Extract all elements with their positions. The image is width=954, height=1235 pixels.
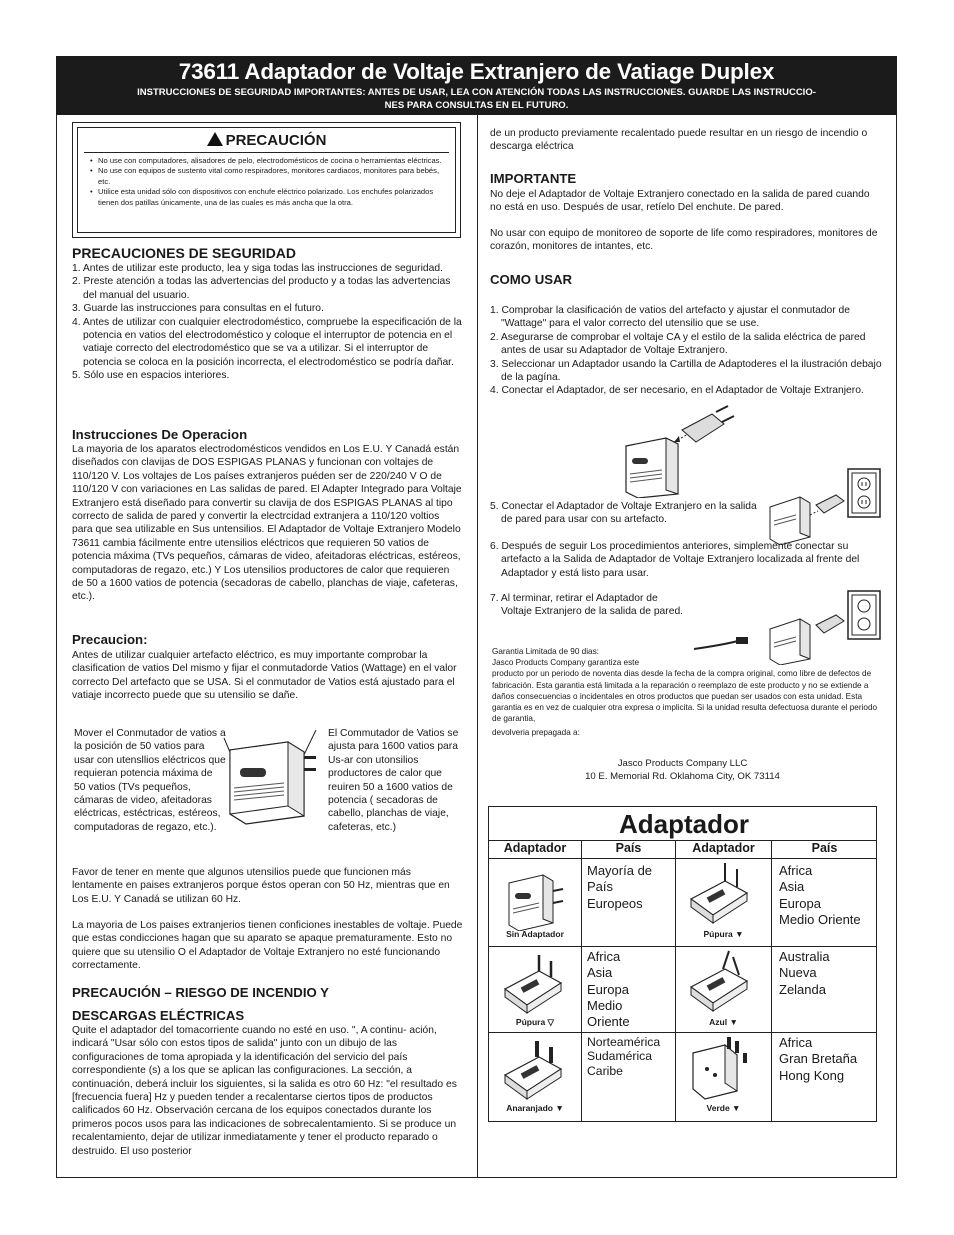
operacion-heading: Instrucciones De Operacion — [72, 427, 248, 442]
country: Europa — [587, 981, 629, 997]
importante-p2: No usar con equipo de monitoreo de soporte de life como respiradores, monitores de corazón, monitores de intantes, etc. — [490, 228, 878, 253]
country: País — [587, 879, 614, 895]
step-7 — [490, 592, 690, 619]
page-title: 73611 Adaptador de Voltaje Extranjero de Vatiage Duplex — [178, 59, 775, 84]
country: Hong Kong — [779, 1067, 845, 1083]
garantia-line1: Garantia Limitada de 90 dias: — [492, 647, 599, 656]
country: Nueva — [779, 965, 817, 981]
incendio-continued: de un producto previamente recalentado puede resultar en un riesgo de incendio o descarga eléctrica — [490, 128, 868, 153]
header-banner — [56, 56, 897, 115]
purple-outline-adapter-icon — [495, 949, 575, 1017]
no-adapter-icon — [503, 861, 569, 931]
country: Medio — [587, 997, 623, 1013]
country: Europeos — [587, 895, 643, 911]
country: Sudamérica — [587, 1049, 653, 1064]
caution-item: • No use con equipos de sustento vital como respiradores, monitores cardiacos, monitores para bebés, etc. — [90, 166, 443, 187]
caution-item: • Utilice esta unidad sólo con dispositivos con enchufe eléctrico polarizado. Los enchufes polarizados tienen dos patillas únicamente, una de las cuales es más ancha que la otra. — [90, 187, 443, 208]
country: Africa — [779, 863, 813, 878]
switch-note-left: Mover el Conmutador de vatios a la posición de 50 vatios para usar con utensllios eléctricos que requieran potencia máxima de 50 vatios (TVs pequeños, cámaras de video, afeitadoras eléctricas, estéctricas, estéreos, computadoras de regazo, etc.). — [74, 728, 226, 833]
caution-box — [72, 122, 461, 238]
purple-adapter-icon — [681, 859, 761, 931]
adapter-label: Verde ▼ — [706, 1103, 741, 1113]
list-item: 7. Al terminar, retirar el Adaptador de Voltaje Extranjero de la salida de pared. — [490, 593, 684, 618]
col-header-adaptador: Adaptador — [503, 841, 567, 855]
company-address: 10 E. Memorial Rd. Oklahoma City, OK 73114 — [585, 771, 780, 782]
list-item: 6. Después de seguir Los procedimientos anteriores, simplemente conectar su artefacto a la Salida de Adaptador de Voltaje Extranjero localizada al frente del Adaptador y está listo para usar. — [490, 541, 860, 579]
country-list — [779, 863, 861, 928]
blue-adapter-icon — [681, 947, 761, 1017]
wall-outlet-illustration — [766, 467, 884, 545]
step-5 — [490, 500, 762, 527]
caution-rule — [84, 152, 449, 153]
table-col-rule — [675, 840, 676, 1122]
country: Asia — [779, 879, 805, 895]
col-header-pais: País — [615, 841, 642, 855]
list-item: 4. Antes de utilizar con cualquier electrodoméstico, compruebe la especificación de la potencia en vatios del electrodoméstico y coloque el interruptor de potencia en el vatiaje correcto del electrodoméstico que se va a utilizar. Si el interruptor de potencia se coloca en la posición incorrecta, el electrodoméstico se podría dañar. — [72, 316, 462, 368]
adapter-label: Púpura ▽ — [515, 1017, 555, 1027]
importante-heading: IMPORTANTE — [490, 171, 577, 186]
country: Europa — [779, 895, 821, 911]
country: Gran Bretaña — [779, 1051, 858, 1067]
country: Caribe — [587, 1063, 623, 1078]
adapter-label: Anaranjado ▼ — [506, 1103, 564, 1113]
list-item: 5. Sólo use en espacios interiores. — [72, 370, 230, 382]
precaucion-heading: Precaucion: — [72, 632, 148, 647]
inestables-text: La mayoria de Los paises extranjerios tienen conficiones inestables de voltaje. Puede que estas condicciones hagan que su aparato se apaque prematuramente. Esto no quiere que su utensilio O el Adaptador de Voltaje Extranjero no esté funcionando correctamente. — [72, 920, 463, 972]
list-item: 1. Comprobar la clasificación de vatios del artefacto y ajustar el conmutador de "Wattage" para el valor correcto del utensilio que se use. — [490, 305, 851, 330]
voltage-adapter-illustration — [218, 728, 330, 828]
table-col-rule — [771, 840, 772, 1122]
adapter-label: Sin Adaptador — [506, 929, 564, 939]
switch-note-right: El Commutador de Vatios se ajusta para 1600 vatios para Us-ar con utonsilios productores de calor que reuiren 50 a 1600 vatios de potencia ( secadoras de cabello, planchas de viaje, cafeteras, etc.) — [328, 728, 459, 833]
hz-text: Favor de tener en mente que algunos utensilios puede que funcionen más lentamente en paises extranjeros porque éstos operan con 50 Hz, mientras que en Los E.U. Y Canadá se utilizan 60 Hz. — [72, 867, 450, 905]
list-item: 1. Antes de utilizar este producto, lea y siga todas las instrucciones de seguridad. — [72, 263, 443, 274]
country: Australia — [779, 949, 830, 964]
adapter-plug-illustration — [616, 402, 736, 498]
col-header-adaptador: Adaptador — [692, 841, 755, 855]
green-adapter-icon — [685, 1033, 755, 1103]
subtitle-line-1: INSTRUCCIONES DE SEGURIDAD IMPORTANTES: ANTES DE USAR, LEA CON ATENCIÓN TODAS LAS INSTRUCCIONES. GUARDE LAS INSTRUCCIO- — [137, 87, 816, 98]
caution-heading — [78, 132, 455, 149]
caution-item: • No use con computadores, alisadores de pelo, electrodomésticos de cocina o herramientas eléctricas. — [90, 156, 443, 166]
garantia-block — [492, 646, 882, 739]
country-list — [779, 1035, 857, 1084]
warning-icon — [207, 132, 223, 146]
column-divider — [477, 115, 478, 1178]
country: Mayoría de — [587, 863, 653, 878]
company-name: Jasco Products Company LLC — [617, 758, 748, 769]
garantia-line2: Jasco Products Company garantiza este — [492, 658, 639, 668]
subtitle-line-2: NES PARA CONSULTAS EN EL FUTURO. — [384, 100, 569, 111]
adapter-label: Púpura ▼ — [703, 929, 744, 939]
operacion-text: La mayoria de los aparatos electrodomésticos vendidos en Los E.U. Y Canadá están diseñados con clavijas de DOS ESPIGAS PLANAS y funcionan con voltajes de 110/120 V. Los voltajes de Los países extranjeros puéden ser de 220/240 V O de 110/120 V con variaciones en Las salidas de pared. El Adapter Integrado para Voltaje Extranjero está diseñado para convertir su clavija de dos ESPIGAS PLANAS al tipo correcto de salida de pared y convertir la electrcidad extranjera a 110/120 voltios para que sea utilizable en Sus untensilios. El Adaptador de Voltaje Extranjero Modelo 73611 cambia fácilmente entre utensilios eléctricos que requieren 50 vatios de potencia máxima (TVs pequeños, cámaras de video, afeitadoras eléctricas, estéreos, computadoras de regazo, etc.) Y Los utensilios productores de calor que requieren de 50 a 1600 vatios de potencia (secadoras de cabello, planchas de viaje, cafeteras, etc.). — [72, 444, 462, 603]
country: Norteamérica — [587, 1035, 661, 1049]
country: Medio Oriente — [779, 911, 861, 927]
country-list — [587, 863, 652, 912]
incendio-heading-line1: PRECAUCIÓN – RIESGO DE INCENDIO Y — [72, 985, 329, 1000]
importante-p1: No deje el Adaptador de Voltaje Extranjero conectado en la salida de pared cuando no está en uso. Después de usar, retíelo Del enchute. De pared. — [490, 189, 870, 214]
country: Asia — [587, 965, 613, 981]
caution-list — [90, 156, 443, 208]
country-list — [779, 949, 830, 998]
list-item: 3. Guarde las instrucciones para consultas en el futuro. — [72, 303, 324, 315]
seguridad-list — [72, 262, 464, 383]
precaucion-text: Antes de utilizar cualquier artefacto eléctrico, es muy importante comprobar la clasification de vatios Del mismo y fijar el conmutadorde Vatios (Wattage) en el valor correcto Del artefacto que se USA. Si el conmutador de Vatios está ajustado para el vatiaje incorrecto puede que su utensilio se dañe. — [72, 650, 457, 702]
como-usar-heading: COMO USAR — [490, 272, 573, 287]
list-item: 3. Seleccionar un Adaptador usando la Cartilla de Adaptoderes el la ilustración debajo de la pagína. — [490, 358, 882, 384]
adapter-label: Azul ▼ — [709, 1017, 738, 1027]
list-item: 4. Conectar el Adaptador, de ser necesario, en el Adaptador de Voltaje Extranjero. — [490, 385, 864, 397]
orange-adapter-icon — [495, 1033, 575, 1103]
country: Zelanda — [779, 981, 826, 997]
country: Africa — [587, 949, 621, 964]
country: Africa — [779, 1035, 813, 1050]
garantia-line-last: devolveria prepagada a: — [492, 728, 580, 738]
step-6 — [490, 540, 874, 580]
caution-inner-border — [77, 127, 456, 233]
country-list — [587, 1035, 660, 1078]
adaptador-table — [488, 806, 877, 1122]
incendio-text: Quite el adaptador del tomacorriente cuando no esté en uso. ", A continu- ación, indicará "Usar sólo con estos tipos de salida" junto con un dibujo de las configuraciones de toma apropiada y la identificación del servicio del país correspondiente (s) a los que se aplican las configuraciones. La sección, a continuación, deberá incluir los siguientes, si la salida es otro 60 Hz: "el resultado es [frecuencia fuera] Hz y pueden tender a recalentarse ciertos tipos de productos calificados 60 Hz. Observación cercana de los equipos conectados durante los primeros pocos usos para las indicaciones de sobrecalentamiento. Si se produce un recalentamiento, dejar de utilizar inmediatamente y tener el producto reparado o destruido. El uso posterior — [72, 1025, 457, 1157]
incendio-heading-line2: DESCARGAS ELÉCTRICAS — [72, 1008, 245, 1023]
table-col-rule — [581, 840, 582, 1122]
garantia-text: producto por un periodo de noventa dias desde la fecha de la compra original, como libre de defectos de fabricación. Esta garantia está limitada a la reparación o reemplazo de este producto y no se extiende a daños consecuencias o incidentales en otros productos que puedan ser usados con esta unidad. Esta garantia es en vez de cualquier otra expresa o implicita. Si la unidad resulta defectuosa durante el periodo de garantia, — [492, 669, 878, 724]
list-item: 5. Conectar el Adaptador de Voltaje Extranjero en la salida de pared para usar con su artefacto. — [490, 501, 757, 526]
como-usar-list — [490, 304, 882, 398]
list-item: 2. Preste atención a todas las advertencias del producto y a todas las advertencias del manual del usuario. — [72, 276, 451, 301]
table-title: Adaptador — [619, 809, 749, 839]
garantia-address — [488, 757, 877, 783]
header-subtitle — [86, 86, 867, 112]
list-item: 2. Asegurarse de comprobar el voltaje CA y el estilo de la salida eléctrica de pared antes de usar su Adaptador de Voltaje Extranjero. — [490, 331, 866, 357]
caution-heading-text: PRECAUCIÓN — [225, 132, 327, 149]
col-header-pais: País — [811, 841, 838, 855]
country-list — [587, 949, 630, 1030]
seguridad-heading: PRECAUCIONES DE SEGURIDAD — [72, 245, 297, 261]
country: Oriente — [587, 1014, 630, 1030]
